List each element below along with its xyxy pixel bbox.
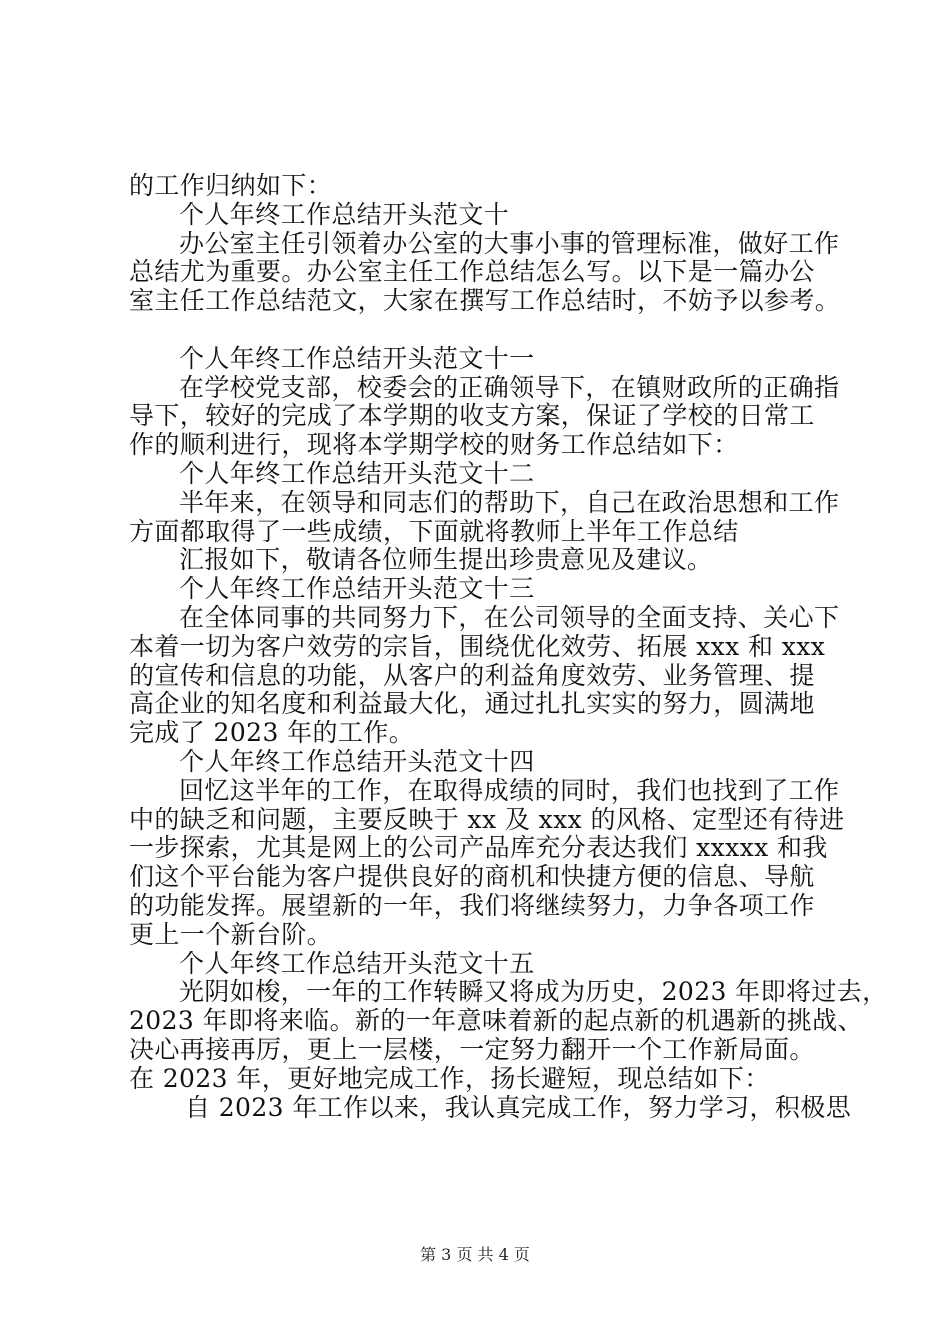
text-line: 高企业的知名度和利益最大化，通过扎扎实实的努力，圆满地 [129,689,815,719]
blank-line [129,316,834,345]
text-line: 作的顺利进行，现将本学期学校的财务工作总结如下： [129,430,739,460]
text-line: 本着一切为客户效劳的宗旨，围绕优化效劳、拓展 xxx 和 xxx [129,631,826,661]
text-line: 在 2023 年，更好地完成工作，扬长避短，现总结如下： [129,1063,770,1093]
text-line: 汇报如下，敬请各位师生提出珍贵意见及建议。 [179,545,713,575]
text-line: 完成了 2023 年的工作。 [129,718,415,748]
text-line: 导下，较好的完成了本学期的收支方案，保证了学校的日常工 [129,401,815,431]
text-line: 一步探索，尤其是网上的公司产品库充分表达我们 xxxxx 和我 [129,833,828,863]
text-line: 更上一个新台阶。 [129,919,333,949]
text-line: 在学校党支部，校委会的正确领导下，在镇财政所的正确指 [179,372,840,402]
section-heading: 个人年终工作总结开头范文十一 [179,343,535,373]
document-body [129,171,888,1122]
text-line: 室主任工作总结范文，大家在撰写工作总结时，不妨予以参考。 [129,286,841,316]
text-line: 们这个平台能为客户提供良好的商机和快捷方便的信息、导航 [129,862,815,892]
text-line: 办公室主任引领着办公室的大事小事的管理标准，做好工作 [179,228,840,258]
section-heading: 个人年终工作总结开头范文十五 [179,948,535,978]
text-line: 在全体同事的共同努力下，在公司领导的全面支持、关心下 [179,602,840,632]
text-line: 决心再接再厉，更上一层楼，一定努力翻开一个工作新局面。 [129,1034,815,1064]
text-line: 总结尤为重要。办公室主任工作总结怎么写。以下是一篇办公 [129,257,815,287]
text-line: 的功能发挥。展望新的一年，我们将继续努力，力争各项工作 [129,890,815,920]
page-number-footer: 第 3 页 共 4 页 [420,1245,530,1264]
text-line: 的工作归纳如下： [129,171,333,200]
text-line: 中的缺乏和问题，主要反映于 xx 及 xxx 的风格、定型还有待进 [129,804,845,834]
section-heading: 个人年终工作总结开头范文十四 [179,746,535,776]
section-heading: 个人年终工作总结开头范文十三 [179,574,535,604]
text-line: 半年来，在领导和同志们的帮助下，自己在政治思想和工作 [179,487,840,517]
text-line: 方面都取得了一些成绩，下面就将教师上半年工作总结 [129,516,739,546]
text-line: 光阴如梭，一年的工作转瞬又将成为历史，2023 年即将过去， [179,977,888,1007]
text-line: 回忆这半年的工作，在取得成绩的同时，我们也找到了工作 [179,775,840,805]
text-line: 2023 年即将来临。新的一年意味着新的起点新的机遇新的挑战、 [129,1006,863,1036]
section-heading: 个人年终工作总结开头范文十 [179,199,510,229]
section-heading: 个人年终工作总结开头范文十二 [179,458,535,488]
text-line: 自 2023 年工作以来，我认真完成工作，努力学习，积极思 [185,1092,852,1122]
text-line: 的宣传和信息的功能，从客户的利益角度效劳、业务管理、提 [129,660,815,690]
